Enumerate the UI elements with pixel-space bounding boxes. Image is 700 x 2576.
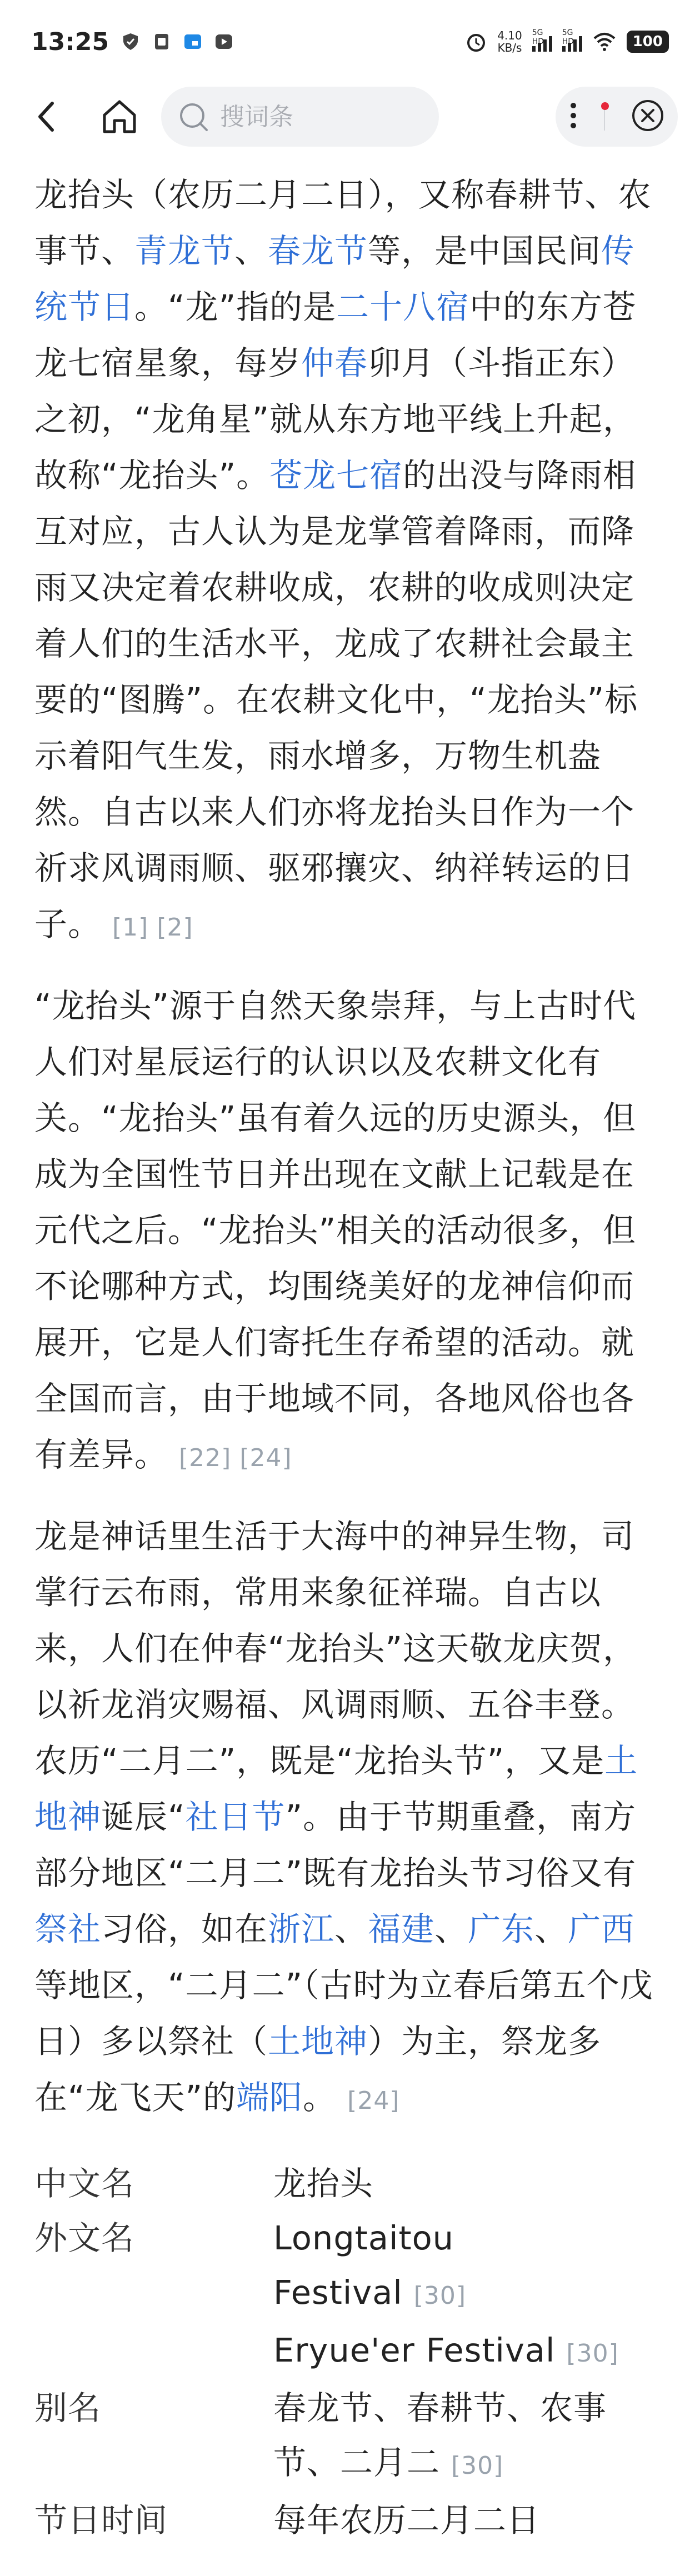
paragraph-text: 。 (303, 2078, 337, 2117)
link-qinglongjie[interactable]: 青龙节 (134, 232, 235, 270)
article-paragraph-1 (34, 167, 666, 956)
link-tudishen[interactable]: 土地神 (34, 1742, 638, 1836)
link-duanyang[interactable]: 端阳 (236, 2078, 303, 2117)
home-button[interactable] (94, 92, 144, 142)
alarm-icon (465, 31, 487, 53)
citation-refs[interactable]: [22] [24] (179, 1444, 292, 1472)
network-speed-value: 4.10 (497, 29, 522, 42)
close-button[interactable] (630, 98, 666, 136)
signal-label-sim1: 5G HD (532, 28, 544, 46)
paragraph-text: ”。由于节期重叠，南方部分地区“二月二”既有龙抬头节习俗又有 (34, 1798, 637, 1892)
paragraph-text: 习俗，如在 (101, 1910, 268, 1948)
paragraph-text: 、 (334, 1910, 368, 1948)
notification-dot (601, 102, 609, 110)
citation-refs[interactable]: [1] [2] (112, 913, 193, 942)
battery-indicator: 100 (627, 31, 669, 53)
paragraph-text: 。“龙”指的是 (134, 288, 337, 326)
citation-refs[interactable]: [30] (413, 2282, 467, 2310)
status-bar (0, 0, 700, 83)
infobox-row-festival-date (34, 2493, 666, 2548)
infobox-value (273, 2493, 666, 2548)
paragraph-text: 诞辰“ (101, 1798, 186, 1836)
home-icon (100, 98, 139, 135)
infobox-label: 节日时间 (34, 2501, 168, 2539)
paragraph-text: “龙抬头”源于自然天象崇拜，与上古时代人们对星辰运行的认识以及农耕文化有关。“龙抬头”虽有着久远的历史源头，但成为全国性节日并出现在文献上记载是在元代之后。“龙抬头”相关的活动很多，但不论哪种方式，均围绕美好的龙神信仰而展开，它是人们寄托生存希望的活动。就全国而言，由于地域不同，各地风俗也各有差异。 (34, 987, 637, 1474)
link-chuantong-jieri[interactable]: 传统节日 (34, 232, 635, 326)
infobox-value-text: 龙抬头 (273, 2164, 374, 2203)
chevron-left-icon (33, 100, 61, 133)
signal-icon-sim2 (562, 28, 582, 52)
link-ershiba-xiu[interactable]: 二十八宿 (336, 288, 470, 326)
signal-label-sim2: 5G HD (562, 28, 574, 46)
search-input[interactable] (219, 102, 421, 132)
toolbar-actions (556, 87, 678, 147)
paragraph-text: 、 (534, 1910, 568, 1948)
app-notification-icon (183, 32, 202, 51)
paragraph-text: 龙抬头（农历二月二日），又称春耕节、农事节、 (34, 176, 652, 270)
infobox-value (273, 2323, 666, 2381)
link-tudishen-2[interactable]: 土地神 (268, 2022, 368, 2060)
infobox-value (273, 2211, 666, 2323)
paragraph-text: 中的东方苍龙七宿星象，每岁 (34, 288, 637, 382)
link-sherijie[interactable]: 社日节 (185, 1798, 286, 1836)
link-jishe[interactable]: 祭社 (34, 1910, 102, 1948)
infobox-label: 中文名 (34, 2164, 135, 2203)
paragraph-text: 等，是中国民间 (368, 232, 602, 270)
back-button[interactable] (22, 92, 72, 142)
link-zhongchun[interactable]: 仲春 (301, 344, 368, 382)
article-paragraph-3 (34, 1508, 666, 2129)
video-app-icon (214, 32, 233, 51)
infobox-value (273, 2381, 666, 2493)
status-left (31, 28, 233, 56)
infobox-value-text: 每年农历二月二日 (273, 2501, 541, 2539)
status-right (465, 29, 669, 54)
close-circle-icon (630, 98, 666, 133)
status-time: 13:25 (31, 27, 109, 56)
search-box[interactable] (161, 87, 439, 147)
network-speed-unit: KB/s (497, 41, 522, 54)
paragraph-text: 、 (234, 232, 268, 270)
wifi-icon (592, 32, 617, 52)
infobox-value-text: Longtaitou Festival (273, 2219, 454, 2312)
citation-refs[interactable]: [30] (566, 2339, 619, 2368)
link-zhejiang[interactable]: 浙江 (268, 1910, 335, 1948)
link-fujian[interactable]: 福建 (368, 1910, 435, 1948)
infobox-label: 外文名 (34, 2219, 135, 2257)
sim-card-icon (152, 32, 171, 51)
network-speed (497, 29, 522, 54)
link-canglong-qixiu[interactable]: 苍龙七宿 (269, 456, 403, 494)
paragraph-text: 等地区，“二月二”（古时为立春后第五个戊日）多以祭社（ (34, 1966, 653, 2060)
paragraph-text: ）为主，祭龙多在“龙飞天”的 (34, 2022, 602, 2117)
search-icon (178, 101, 209, 132)
paragraph-text: 龙是神话里生活于大海中的神异生物，司掌行云布雨，常用来象征祥瑞。自古以来，人们在仲春“龙抬头”这天敬龙庆贺，以祈龙消灾赐福、风调雨顺、五谷丰登。农历“二月二”，既是“龙抬头节”，又是 (34, 1517, 637, 1780)
infobox-label (34, 2323, 273, 2381)
browser-toolbar (0, 83, 700, 150)
infobox-row-foreign-name-2 (34, 2323, 666, 2381)
link-guangdong[interactable]: 广东 (468, 1910, 535, 1948)
more-vertical-icon (568, 99, 579, 132)
article-content (34, 167, 666, 2548)
shield-check-icon (121, 32, 140, 51)
paragraph-text: 卯月（斗指正东）之初，“龙角星”就从东方地平线上升起，故称“龙抬头”。 (34, 344, 637, 494)
signal-icon-sim1 (532, 28, 552, 52)
infobox-value-text: 春龙节、春耕节、农事节、二月二 (273, 2389, 607, 2482)
infobox-row-alias (34, 2381, 666, 2493)
infobox (34, 2157, 666, 2548)
infobox-value-text: Eryue'er Festival (273, 2331, 556, 2369)
paragraph-text: 、 (434, 1910, 468, 1948)
article-paragraph-2 (34, 978, 666, 1486)
infobox-value (273, 2157, 666, 2211)
infobox-row-foreign-name (34, 2211, 666, 2323)
paragraph-text: 的出没与降雨相互对应，古人认为是龙掌管着降雨，而降雨又决定着农耕收成，农耕的收成则决定着人们的生活水平，龙成了农耕社会最主要的“图腾”。在农耕文化中，“龙抬头”标示着阳气生发，雨水增多，万物生机盎然。自古以来人们亦将龙抬头日作为一个祈求风调雨顺、驱邪攘灾、纳祥转运的日子。 (34, 456, 638, 943)
citation-refs[interactable]: [24] (347, 2087, 400, 2115)
infobox-label: 别名 (34, 2389, 102, 2427)
more-options-button[interactable] (568, 99, 579, 134)
infobox-row-chinese-name (34, 2157, 666, 2211)
link-guangxi[interactable]: 广西 (568, 1910, 635, 1948)
link-chunlongjie[interactable]: 春龙节 (268, 232, 368, 270)
citation-refs[interactable]: [30] (451, 2452, 504, 2480)
